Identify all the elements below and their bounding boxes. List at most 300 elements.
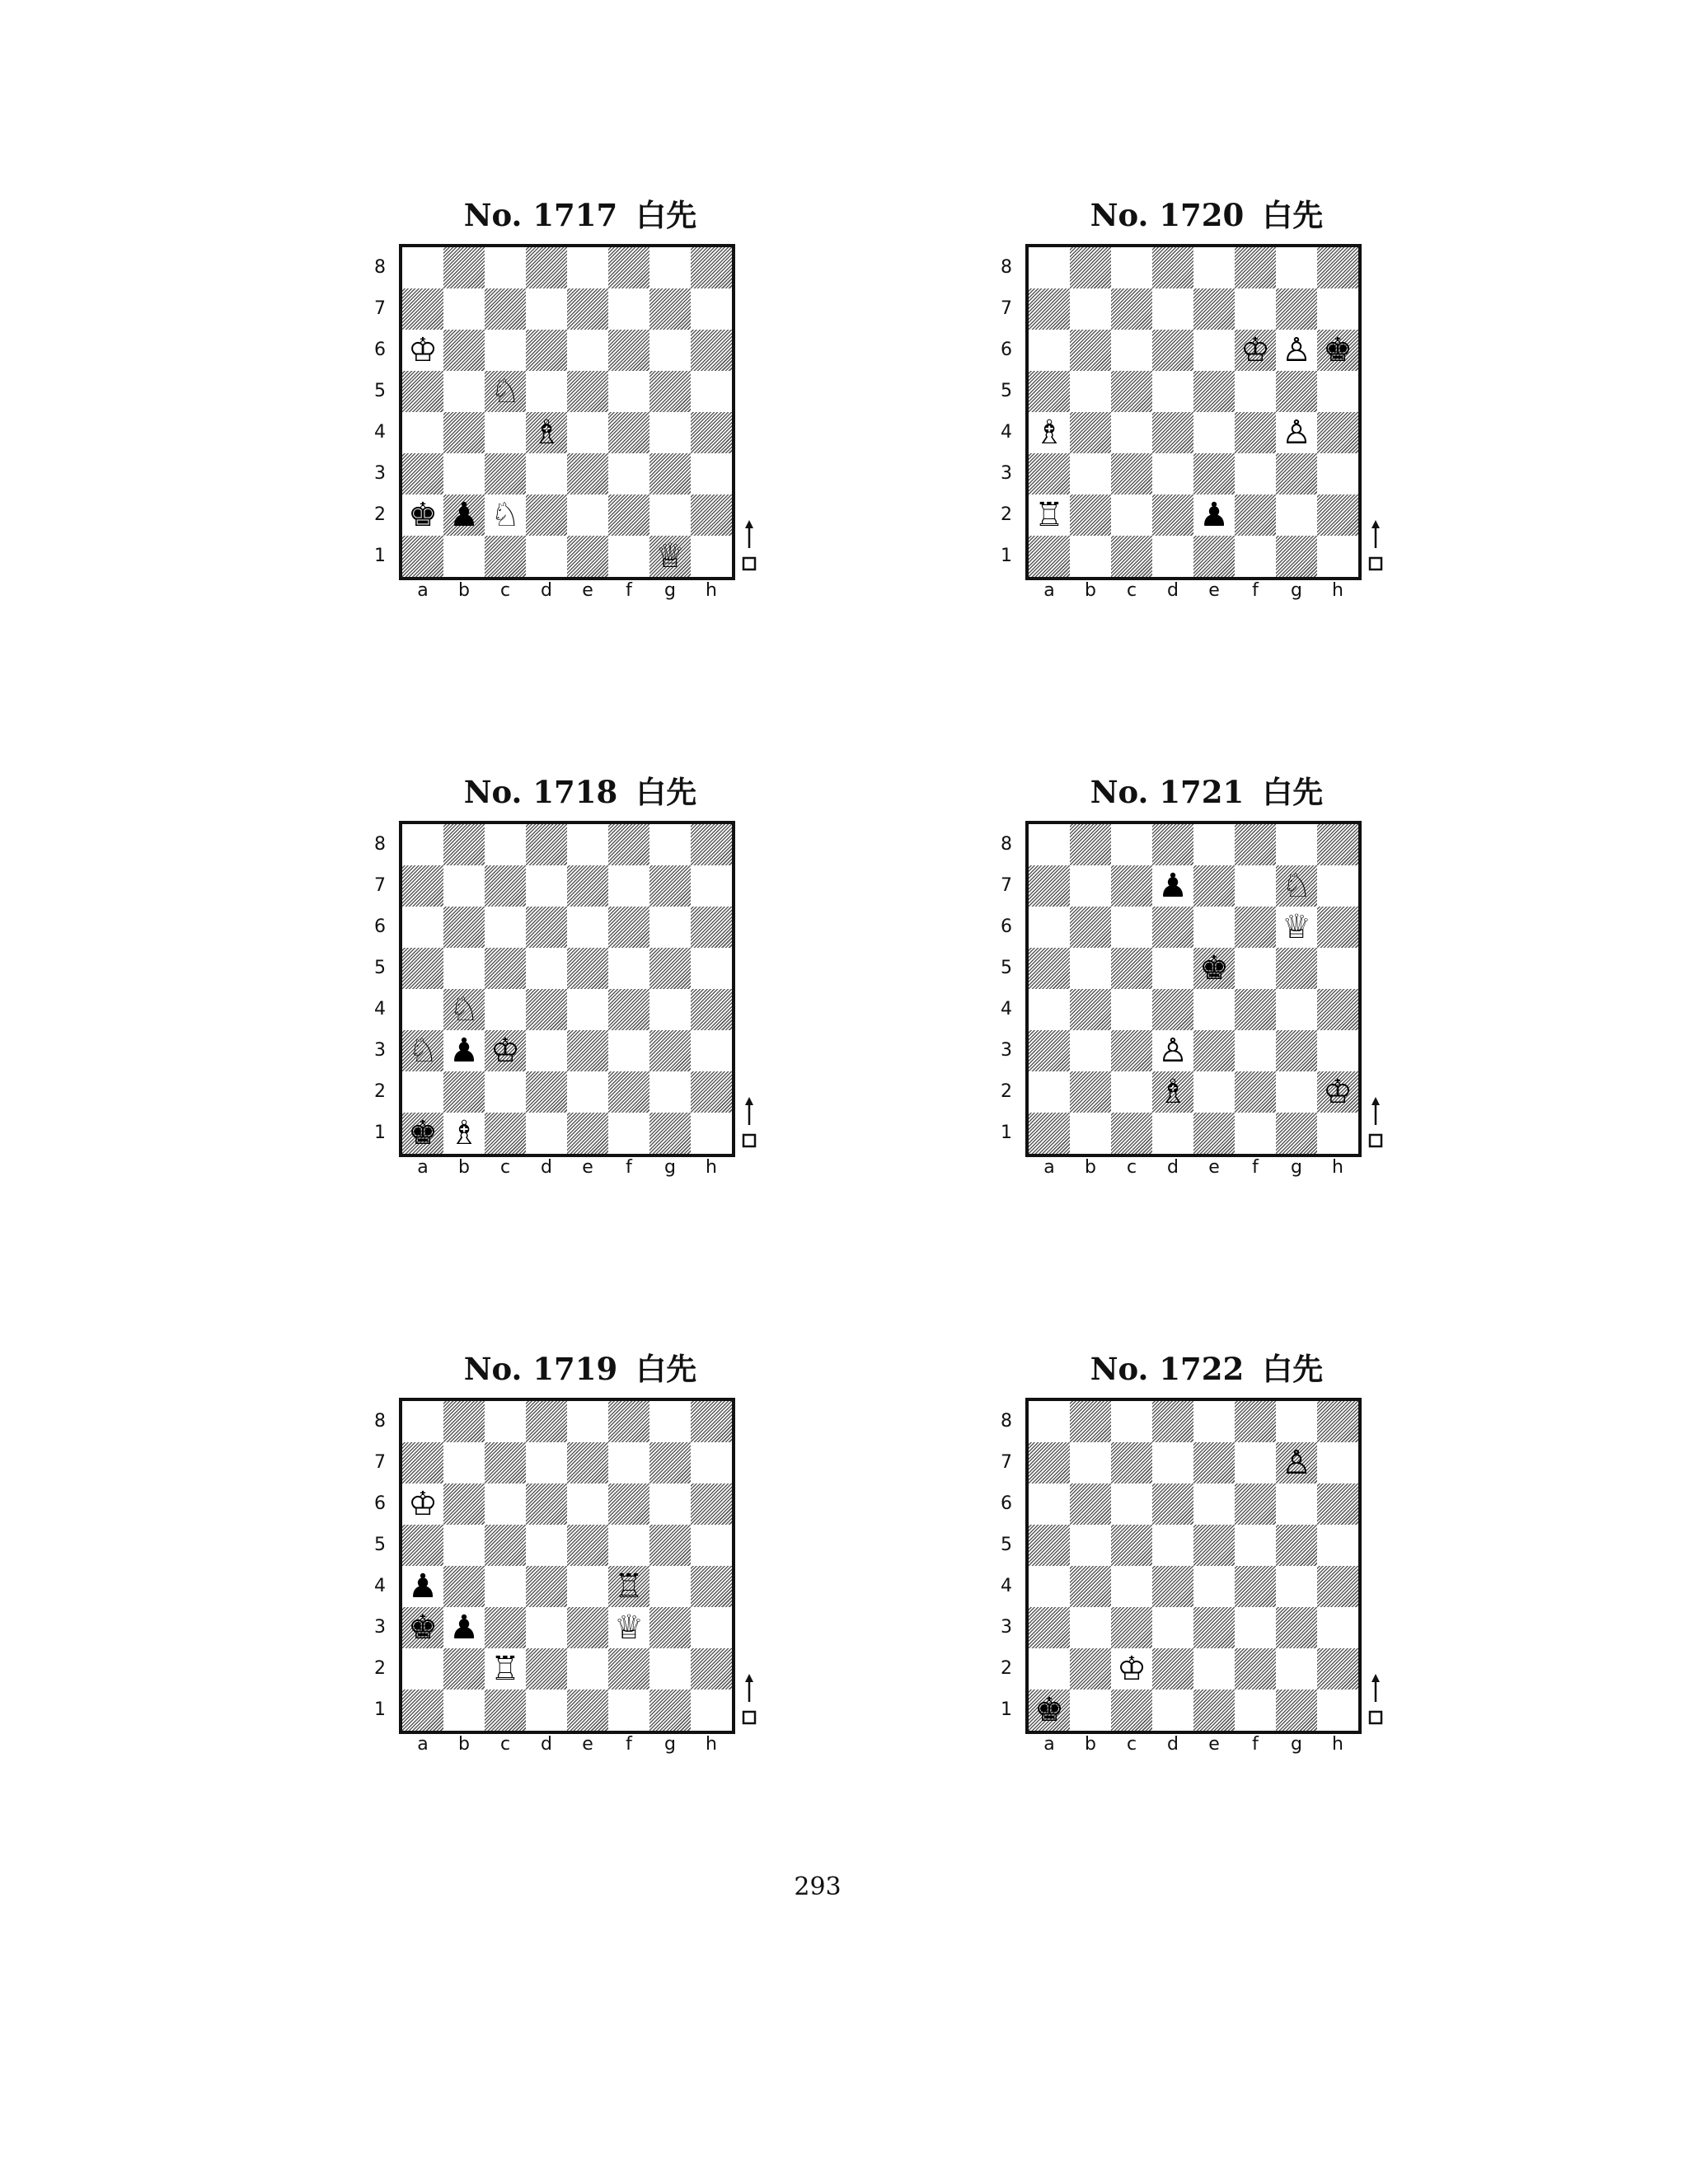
square-b8 xyxy=(1070,1401,1111,1442)
side-to-move-label: 白先 xyxy=(1262,198,1324,233)
square-d8 xyxy=(1152,247,1193,288)
square-f3 xyxy=(1235,1607,1276,1648)
side-to-move-label: 白先 xyxy=(635,198,697,233)
square-b5 xyxy=(1070,371,1111,412)
square-h4 xyxy=(691,989,732,1030)
white-to-move-marker-icon xyxy=(1367,1674,1385,1732)
square-b2 xyxy=(1070,1648,1111,1690)
square-h8 xyxy=(1317,247,1358,288)
square-g8 xyxy=(649,1401,691,1442)
square-f7 xyxy=(1235,1442,1276,1483)
square-g3 xyxy=(649,453,691,494)
square-b5 xyxy=(443,371,485,412)
file-label: c xyxy=(499,1734,511,1755)
square-b2 xyxy=(1070,1071,1111,1113)
rank-label: 7 xyxy=(374,1452,386,1473)
square-b3 xyxy=(1070,1607,1111,1648)
square-g3 xyxy=(649,1030,691,1071)
file-label: b xyxy=(458,1734,470,1755)
square-a5 xyxy=(1029,371,1070,412)
chess-diagram xyxy=(976,244,1437,640)
file-label: f xyxy=(626,1734,632,1755)
square-d5 xyxy=(526,1525,567,1566)
square-c7 xyxy=(485,1442,526,1483)
square-h7 xyxy=(1317,865,1358,907)
square-d2 xyxy=(1152,1648,1193,1690)
file-label: e xyxy=(582,1734,593,1755)
square-g8 xyxy=(1276,247,1317,288)
rank-label: 7 xyxy=(1001,1452,1012,1473)
square-h6 xyxy=(691,1483,732,1525)
square-f3 xyxy=(608,1030,649,1071)
square-f6 xyxy=(1235,1483,1276,1525)
square-f3 xyxy=(608,453,649,494)
file-label: c xyxy=(499,580,511,601)
square-a4 xyxy=(1029,412,1070,453)
square-f1 xyxy=(608,536,649,577)
square-b3 xyxy=(443,1607,485,1648)
chess-board xyxy=(399,821,735,1157)
square-d2 xyxy=(1152,1071,1193,1113)
square-f2 xyxy=(608,1648,649,1690)
square-d5 xyxy=(1152,948,1193,989)
square-c7 xyxy=(485,288,526,330)
square-e2 xyxy=(1193,1071,1235,1113)
square-f2 xyxy=(1235,494,1276,536)
square-g2 xyxy=(649,1648,691,1690)
square-g2 xyxy=(649,1071,691,1113)
square-f5 xyxy=(1235,948,1276,989)
square-g1 xyxy=(649,1690,691,1731)
square-b4 xyxy=(443,412,485,453)
rank-label: 8 xyxy=(1001,257,1012,278)
square-d4 xyxy=(526,412,567,453)
rank-label: 7 xyxy=(374,875,386,896)
square-e2 xyxy=(567,1071,608,1113)
square-e8 xyxy=(567,824,608,865)
square-f4 xyxy=(1235,1566,1276,1607)
square-a8 xyxy=(1029,1401,1070,1442)
chess-board xyxy=(399,1398,735,1734)
square-b3 xyxy=(443,1030,485,1071)
rank-label: 5 xyxy=(1001,1535,1012,1555)
square-e1 xyxy=(1193,1113,1235,1154)
square-a4 xyxy=(402,412,443,453)
side-to-move-label: 白先 xyxy=(1262,775,1324,810)
square-h1 xyxy=(691,1113,732,1154)
square-b4 xyxy=(443,1566,485,1607)
square-g3 xyxy=(1276,453,1317,494)
chess-board xyxy=(399,244,735,580)
square-g3 xyxy=(1276,1030,1317,1071)
square-e6 xyxy=(1193,1483,1235,1525)
rank-label: 8 xyxy=(1001,834,1012,855)
chess-diagram xyxy=(349,244,811,640)
square-f5 xyxy=(608,1525,649,1566)
square-e4 xyxy=(1193,1566,1235,1607)
rank-label: 3 xyxy=(1001,1040,1012,1061)
square-a2 xyxy=(402,1648,443,1690)
square-f2 xyxy=(608,1071,649,1113)
square-a3 xyxy=(402,1030,443,1071)
square-a4 xyxy=(1029,1566,1070,1607)
square-c7 xyxy=(1111,288,1152,330)
square-g5 xyxy=(1276,371,1317,412)
square-c6 xyxy=(1111,330,1152,371)
square-d1 xyxy=(526,1113,567,1154)
square-h3 xyxy=(1317,1030,1358,1071)
file-label: b xyxy=(1085,580,1096,601)
square-a4 xyxy=(402,989,443,1030)
square-d4 xyxy=(526,1566,567,1607)
square-a2 xyxy=(1029,1648,1070,1690)
square-b5 xyxy=(443,1525,485,1566)
file-label: g xyxy=(1291,580,1302,601)
white-queen-icon: ♕ xyxy=(1282,908,1311,946)
square-a5 xyxy=(1029,1525,1070,1566)
square-f8 xyxy=(1235,1401,1276,1442)
square-g5 xyxy=(649,948,691,989)
square-b1 xyxy=(1070,1690,1111,1731)
square-c5 xyxy=(485,1525,526,1566)
square-h2 xyxy=(1317,1071,1358,1113)
square-e2 xyxy=(1193,494,1235,536)
white-to-move-marker-icon xyxy=(740,520,758,578)
puzzle-number: No. 1721 xyxy=(1090,774,1245,810)
file-label: e xyxy=(582,580,593,601)
square-e4 xyxy=(1193,989,1235,1030)
square-h6 xyxy=(691,330,732,371)
square-c4 xyxy=(1111,412,1152,453)
puzzle-1719 xyxy=(349,1348,811,1810)
square-c5 xyxy=(1111,1525,1152,1566)
rank-label: 4 xyxy=(374,1576,386,1596)
square-c7 xyxy=(1111,865,1152,907)
square-f4 xyxy=(1235,412,1276,453)
square-a8 xyxy=(1029,824,1070,865)
white-knight-icon: ♘ xyxy=(1282,867,1311,905)
square-d7 xyxy=(526,1442,567,1483)
square-d6 xyxy=(1152,1483,1193,1525)
square-b4 xyxy=(1070,412,1111,453)
square-b8 xyxy=(443,824,485,865)
square-a4 xyxy=(1029,989,1070,1030)
square-a1 xyxy=(1029,536,1070,577)
rank-label: 2 xyxy=(374,1658,386,1679)
square-e1 xyxy=(1193,1690,1235,1731)
square-h7 xyxy=(1317,288,1358,330)
rank-label: 2 xyxy=(374,1081,386,1102)
square-c1 xyxy=(1111,536,1152,577)
square-c2 xyxy=(485,1071,526,1113)
square-h2 xyxy=(691,1071,732,1113)
square-h3 xyxy=(691,453,732,494)
square-a6 xyxy=(1029,330,1070,371)
square-g7 xyxy=(649,1442,691,1483)
square-f4 xyxy=(608,989,649,1030)
square-e3 xyxy=(1193,1030,1235,1071)
square-a2 xyxy=(402,494,443,536)
square-b7 xyxy=(1070,288,1111,330)
rank-label: 8 xyxy=(1001,1411,1012,1432)
square-e7 xyxy=(567,288,608,330)
square-a3 xyxy=(402,453,443,494)
black-pawn-icon: ♟ xyxy=(1199,496,1229,534)
square-g4 xyxy=(649,412,691,453)
white-king-icon: ♔ xyxy=(1323,1073,1353,1111)
puzzle-number: No. 1722 xyxy=(1090,1351,1245,1387)
puzzle-number: No. 1719 xyxy=(463,1351,618,1387)
square-g7 xyxy=(649,288,691,330)
puzzle-title xyxy=(976,194,1437,237)
square-g7 xyxy=(1276,865,1317,907)
file-label: a xyxy=(1043,1734,1055,1755)
square-g2 xyxy=(1276,494,1317,536)
square-a6 xyxy=(402,907,443,948)
square-h3 xyxy=(1317,453,1358,494)
square-c4 xyxy=(485,989,526,1030)
file-label: g xyxy=(664,580,676,601)
rank-label: 2 xyxy=(1001,504,1012,525)
white-king-icon: ♔ xyxy=(408,331,438,369)
square-e1 xyxy=(567,1690,608,1731)
chess-diagram xyxy=(976,1398,1437,1793)
square-f8 xyxy=(608,824,649,865)
white-knight-icon: ♘ xyxy=(408,1032,438,1070)
puzzle-1722 xyxy=(976,1348,1437,1810)
square-f7 xyxy=(608,865,649,907)
square-d5 xyxy=(526,948,567,989)
file-label: g xyxy=(1291,1734,1302,1755)
file-label: f xyxy=(1252,1734,1259,1755)
file-label: f xyxy=(1252,580,1259,601)
square-c8 xyxy=(485,247,526,288)
square-c3 xyxy=(1111,1030,1152,1071)
square-g4 xyxy=(1276,989,1317,1030)
square-a5 xyxy=(1029,948,1070,989)
square-h4 xyxy=(1317,412,1358,453)
square-e8 xyxy=(1193,1401,1235,1442)
square-a4 xyxy=(402,1566,443,1607)
square-f8 xyxy=(1235,247,1276,288)
rank-label: 4 xyxy=(374,999,386,1019)
black-pawn-icon: ♟ xyxy=(408,1568,438,1605)
rank-label: 7 xyxy=(1001,875,1012,896)
white-queen-icon: ♕ xyxy=(655,537,685,575)
square-d8 xyxy=(526,247,567,288)
square-c3 xyxy=(1111,453,1152,494)
square-h4 xyxy=(691,1566,732,1607)
square-b4 xyxy=(1070,989,1111,1030)
rank-label: 8 xyxy=(374,1411,386,1432)
square-f7 xyxy=(1235,865,1276,907)
square-e3 xyxy=(567,1607,608,1648)
square-b1 xyxy=(443,1690,485,1731)
file-label: f xyxy=(626,1157,632,1178)
square-d4 xyxy=(1152,412,1193,453)
square-h7 xyxy=(691,865,732,907)
rank-label: 4 xyxy=(374,422,386,443)
square-d3 xyxy=(526,1607,567,1648)
square-e8 xyxy=(1193,824,1235,865)
square-b7 xyxy=(443,865,485,907)
square-a7 xyxy=(402,1442,443,1483)
square-a7 xyxy=(402,865,443,907)
square-f6 xyxy=(1235,330,1276,371)
square-c8 xyxy=(485,1401,526,1442)
square-c4 xyxy=(485,412,526,453)
square-c4 xyxy=(1111,989,1152,1030)
file-label: g xyxy=(664,1157,676,1178)
file-label: b xyxy=(1085,1157,1096,1178)
rank-label: 8 xyxy=(374,257,386,278)
file-label: d xyxy=(1167,1734,1179,1755)
square-f2 xyxy=(1235,1648,1276,1690)
white-knight-icon: ♘ xyxy=(490,496,520,534)
square-a1 xyxy=(1029,1690,1070,1731)
rank-label: 5 xyxy=(374,1535,386,1555)
file-label: a xyxy=(1043,580,1055,601)
file-label: b xyxy=(1085,1734,1096,1755)
square-c6 xyxy=(485,1483,526,1525)
square-a5 xyxy=(402,371,443,412)
square-b8 xyxy=(443,247,485,288)
file-label: d xyxy=(541,1157,552,1178)
square-a6 xyxy=(402,1483,443,1525)
square-c5 xyxy=(485,948,526,989)
square-e2 xyxy=(1193,1648,1235,1690)
square-a1 xyxy=(1029,1113,1070,1154)
square-e8 xyxy=(567,247,608,288)
white-king-icon: ♔ xyxy=(1117,1650,1146,1688)
square-f1 xyxy=(1235,536,1276,577)
square-e6 xyxy=(567,330,608,371)
square-h3 xyxy=(1317,1607,1358,1648)
square-e1 xyxy=(567,536,608,577)
file-label: c xyxy=(1126,1157,1137,1178)
square-g4 xyxy=(1276,412,1317,453)
square-b3 xyxy=(1070,1030,1111,1071)
square-d6 xyxy=(1152,907,1193,948)
square-a6 xyxy=(402,330,443,371)
square-d6 xyxy=(526,330,567,371)
square-g1 xyxy=(1276,1690,1317,1731)
square-h5 xyxy=(1317,371,1358,412)
square-d2 xyxy=(1152,494,1193,536)
square-b3 xyxy=(1070,453,1111,494)
square-e5 xyxy=(1193,371,1235,412)
square-e7 xyxy=(1193,865,1235,907)
square-e8 xyxy=(567,1401,608,1442)
square-f6 xyxy=(608,1483,649,1525)
white-king-icon: ♔ xyxy=(490,1032,520,1070)
square-d1 xyxy=(1152,1690,1193,1731)
square-f5 xyxy=(608,948,649,989)
square-h6 xyxy=(691,907,732,948)
rank-label: 1 xyxy=(374,546,386,566)
file-label: g xyxy=(1291,1157,1302,1178)
white-queen-icon: ♕ xyxy=(614,1609,644,1647)
square-c8 xyxy=(1111,824,1152,865)
square-f4 xyxy=(608,1566,649,1607)
chess-diagram xyxy=(349,821,811,1216)
rank-label: 7 xyxy=(374,298,386,319)
square-g7 xyxy=(1276,1442,1317,1483)
square-f8 xyxy=(1235,824,1276,865)
square-d2 xyxy=(526,1648,567,1690)
square-g5 xyxy=(1276,1525,1317,1566)
square-a8 xyxy=(402,1401,443,1442)
white-pawn-icon: ♙ xyxy=(1282,414,1311,452)
square-g6 xyxy=(1276,1483,1317,1525)
square-d1 xyxy=(526,536,567,577)
black-king-icon: ♚ xyxy=(1034,1691,1064,1729)
file-label: f xyxy=(1252,1157,1259,1178)
rank-label: 1 xyxy=(1001,1122,1012,1143)
black-pawn-icon: ♟ xyxy=(1158,867,1188,905)
square-a3 xyxy=(1029,453,1070,494)
square-d4 xyxy=(526,989,567,1030)
rank-label: 3 xyxy=(374,463,386,484)
square-d7 xyxy=(1152,865,1193,907)
square-a8 xyxy=(402,824,443,865)
square-a6 xyxy=(1029,1483,1070,1525)
square-g2 xyxy=(649,494,691,536)
square-h8 xyxy=(691,1401,732,1442)
square-b6 xyxy=(443,330,485,371)
square-a3 xyxy=(1029,1030,1070,1071)
square-h1 xyxy=(1317,1690,1358,1731)
file-label: h xyxy=(706,580,717,601)
rank-label: 1 xyxy=(374,1122,386,1143)
square-g2 xyxy=(1276,1071,1317,1113)
square-f1 xyxy=(1235,1113,1276,1154)
square-b1 xyxy=(1070,1113,1111,1154)
square-h8 xyxy=(1317,1401,1358,1442)
white-pawn-icon: ♙ xyxy=(1282,1444,1311,1482)
chess-diagram xyxy=(349,1398,811,1793)
black-pawn-icon: ♟ xyxy=(449,1609,479,1647)
square-h4 xyxy=(1317,989,1358,1030)
square-a5 xyxy=(402,1525,443,1566)
square-h5 xyxy=(1317,1525,1358,1566)
rank-label: 4 xyxy=(1001,999,1012,1019)
square-e3 xyxy=(567,1030,608,1071)
rank-label: 4 xyxy=(1001,1576,1012,1596)
file-label: h xyxy=(1332,580,1343,601)
white-pawn-icon: ♙ xyxy=(1158,1032,1188,1070)
square-d3 xyxy=(526,453,567,494)
square-f6 xyxy=(608,330,649,371)
square-h5 xyxy=(691,1525,732,1566)
file-label: d xyxy=(541,580,552,601)
square-f6 xyxy=(1235,907,1276,948)
page-number: 293 xyxy=(794,1872,842,1901)
square-b3 xyxy=(443,453,485,494)
puzzle-title xyxy=(349,1348,811,1390)
square-d5 xyxy=(1152,1525,1193,1566)
square-c1 xyxy=(485,536,526,577)
chess-board xyxy=(1025,1398,1362,1734)
puzzle-1720 xyxy=(976,194,1437,656)
white-knight-icon: ♘ xyxy=(449,991,479,1029)
white-pawn-icon: ♙ xyxy=(1282,331,1311,369)
white-to-move-marker-icon xyxy=(740,1674,758,1732)
square-a2 xyxy=(1029,494,1070,536)
square-d5 xyxy=(526,371,567,412)
square-f3 xyxy=(1235,453,1276,494)
square-a1 xyxy=(402,536,443,577)
